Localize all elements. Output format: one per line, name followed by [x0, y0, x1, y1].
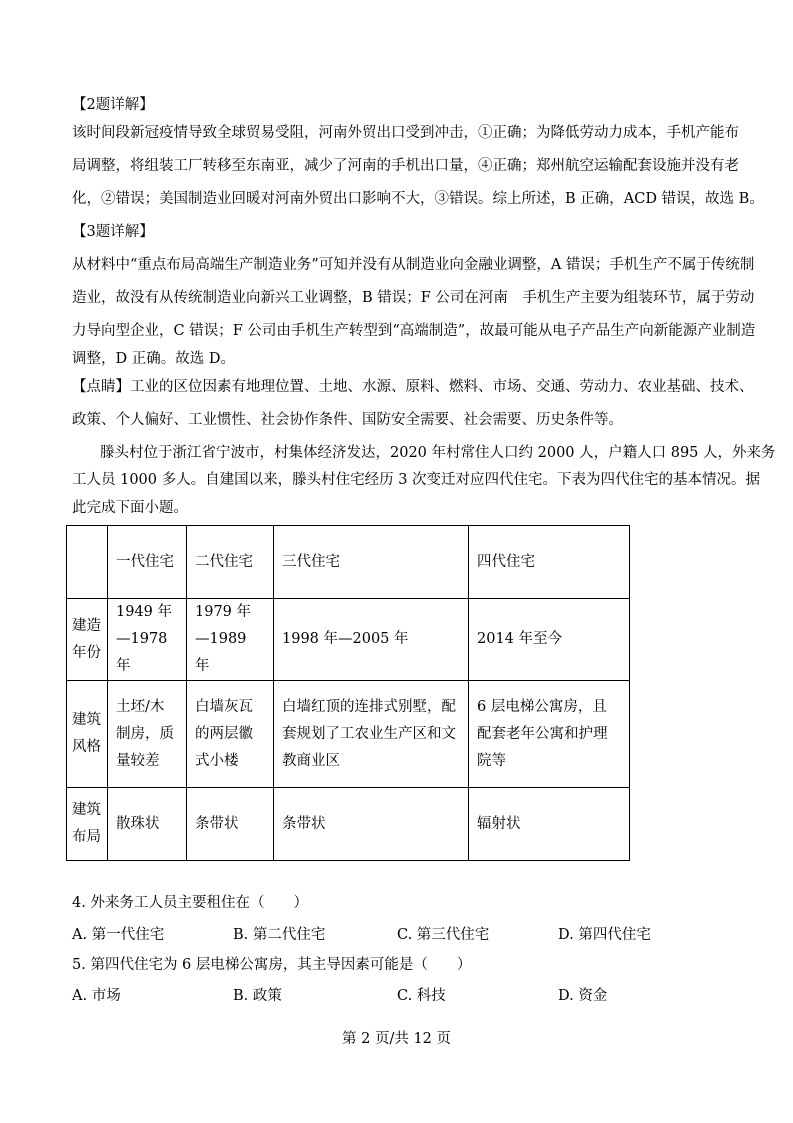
table-header-cell: 一代住宅 — [108, 526, 187, 599]
table-cell: 散珠状 — [108, 788, 187, 861]
table-cell: 白墙灰瓦的两层徽式小楼 — [187, 681, 274, 788]
q2-line-3: 化，②错误；美国制造业回暖对河南外贸出口影响不大，③错误。综上所述，B 正确，ACD 错误，故选 B。 — [72, 191, 764, 207]
table-row — [67, 788, 630, 861]
table-header-row — [67, 526, 630, 599]
q3-line-3: 力导向型企业，C 错误；F 公司由手机生产转型到“高端制造”，故最可能从电子产品生产向新能源产业制造 — [72, 323, 756, 339]
table-header-cell: 三代住宅 — [274, 526, 469, 599]
question-4-stem: 4. 外来务工人员主要租住在（ ） — [72, 895, 308, 911]
dianjing-line-1: 【点睛】工业的区位因素有地理位置、土地、水源、原料、燃料、市场、交通、劳动力、农业基础、技术、 — [72, 379, 754, 395]
q2-heading: 【2题详解】 — [72, 97, 154, 113]
table-row-label: 建造年份 — [67, 599, 108, 681]
table-cell: 1949 年—1978 年 — [108, 599, 187, 681]
q2-line-1: 该时间段新冠疫情导致全球贸易受阻，河南外贸出口受到冲击，①正确；为降低劳动力成本，手机产能布 — [72, 125, 739, 141]
option-a[interactable]: A. 市场 — [72, 988, 121, 1004]
q3-heading: 【3题详解】 — [72, 224, 154, 240]
table-row — [67, 599, 630, 681]
question-5-stem: 5. 第四代住宅为 6 层电梯公寓房，其主导因素可能是（ ） — [72, 957, 472, 973]
q3-line-1: 从材料中“重点布局高端生产制造业务”可知并没有从制造业向金融业调整，A 错误；手机生产不属于传统制 — [72, 257, 755, 273]
table-row-label: 建筑布局 — [67, 788, 108, 861]
table-header-cell: 四代住宅 — [469, 526, 630, 599]
housing-table — [66, 525, 630, 861]
q2-line-2: 局调整，将组装工厂转移至东南亚，减少了河南的手机出口量，④正确；郑州航空运输配套设施并没有老 — [72, 158, 739, 174]
q3-line-2: 造业，故没有从传统制造业向新兴工业调整，B 错误；F 公司在河南 手机生产主要为组装环节，属于劳动 — [72, 290, 755, 306]
option-a[interactable]: A. 第一代住宅 — [72, 927, 165, 943]
option-c[interactable]: C. 第三代住宅 — [397, 927, 490, 943]
table-cell: 条带状 — [187, 788, 274, 861]
material-line-2: 工人员 1000 多人。自建国以来，滕头村住宅经历 3 次变迁对应四代住宅。下表为四代住宅的基本情况。据 — [72, 472, 761, 488]
table-header-cell — [67, 526, 108, 599]
option-b[interactable]: B. 第二代住宅 — [233, 927, 326, 943]
material-line-1: 滕头村位于浙江省宁波市，村集体经济发达，2020 年村常住人口约 2000 人，户籍人口 895 人，外来务 — [100, 445, 776, 461]
option-c[interactable]: C. 科技 — [397, 988, 446, 1004]
dianjing-line-2: 政策、个人偏好、工业惯性、社会协作条件、国防安全需要、社会需要、历史条件等。 — [72, 412, 623, 428]
option-d[interactable]: D. 资金 — [558, 988, 608, 1004]
table-cell: 2014 年至今 — [469, 599, 630, 681]
table-cell: 1998 年—2005 年 — [274, 599, 469, 681]
option-b[interactable]: B. 政策 — [233, 988, 282, 1004]
table-cell: 白墙红顶的连排式别墅，配套规划了工农业生产区和文教商业区 — [274, 681, 469, 788]
table-cell: 1979 年—1989 年 — [187, 599, 274, 681]
table-row — [67, 681, 630, 788]
table-cell: 土坯/木制房，质量较差 — [108, 681, 187, 788]
option-d[interactable]: D. 第四代住宅 — [558, 927, 651, 943]
table-header-cell: 二代住宅 — [187, 526, 274, 599]
page-footer: 第 2 页/共 12 页 — [342, 1031, 451, 1047]
table-cell: 6 层电梯公寓房，且配套老年公寓和护理院等 — [469, 681, 630, 788]
table-row-label: 建筑风格 — [67, 681, 108, 788]
table-cell: 条带状 — [274, 788, 469, 861]
table-cell: 辐射状 — [469, 788, 630, 861]
material-line-3: 此完成下面小题。 — [72, 500, 188, 516]
q3-line-4: 调整，D 正确。故选 D。 — [72, 351, 235, 367]
